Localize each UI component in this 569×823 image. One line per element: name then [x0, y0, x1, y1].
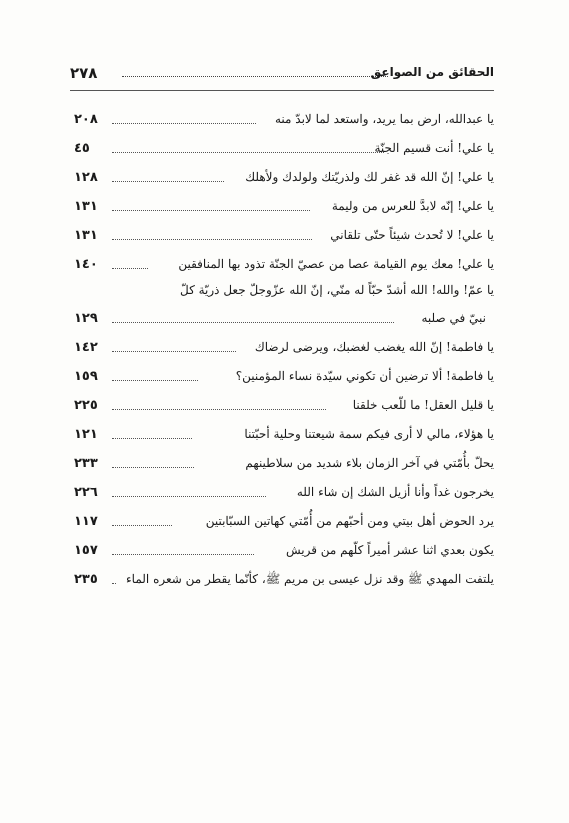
entry-page: ١١٧ — [74, 514, 98, 529]
entry-page: ٢٣٥ — [74, 572, 98, 587]
index-entry — [70, 398, 494, 420]
entry-text: يا قليل العقل! ما للّعب خلقنا — [352, 398, 494, 412]
dot-leader — [112, 380, 198, 381]
dot-leader — [112, 322, 394, 323]
entry-page: ١٣١ — [74, 199, 98, 214]
entry-text: يخرجون غداً وأنا أزيل الشك إن شاء الله — [296, 485, 494, 499]
entry-page: ٢٢٦ — [74, 485, 98, 500]
dot-leader — [112, 210, 310, 211]
dot-leader — [112, 409, 326, 410]
index-entry — [70, 543, 494, 565]
dot-leader — [112, 181, 224, 182]
dot-leader — [112, 525, 172, 526]
entry-page: ٢٢٥ — [74, 398, 98, 413]
index-entry — [70, 170, 494, 192]
dot-leader — [112, 239, 312, 240]
entry-page: ١٢١ — [74, 427, 98, 442]
dot-leader — [112, 268, 148, 269]
entry-page: ١٣١ — [74, 228, 98, 243]
entry-text: يا عبدالله، ارض بما يريد، واستعد لما لابدّ منه — [274, 112, 494, 126]
page-header — [70, 64, 494, 86]
index-entry — [70, 514, 494, 536]
entry-page: ١٤٠ — [74, 257, 98, 272]
index-entry — [70, 311, 494, 333]
entry-text: يا علي! معك يوم القيامة عصا من عصيّ الجنّة تذود بها المنافقين — [178, 257, 494, 271]
dot-leader — [112, 438, 192, 439]
dot-leader — [112, 554, 254, 555]
entry-text: يا عمّ! والله! الله أشدّ حبّاً له منّي، إنّ الله عزّوجلّ جعل ذريّة كلّ — [180, 283, 494, 297]
entry-text: يا فاطمة! ألا ترضين أن تكوني سيّدة نساء المؤمنين؟ — [235, 369, 494, 383]
entry-page: ١٥٧ — [74, 543, 98, 558]
index-entry — [70, 456, 494, 478]
index-entry — [70, 340, 494, 362]
entry-text: يرد الحوض أهل بيتي ومن أحبّهم من أُمّتي كهاتين السبّابتين — [205, 514, 494, 528]
entry-continuation: نبيّ في صلبه — [421, 311, 486, 325]
entry-page: ١٥٩ — [74, 369, 98, 384]
index-entry — [70, 228, 494, 250]
entry-text: يا علي! إنّ الله قد غفر لك ولذريّتك ولولدك ولأهلك — [245, 170, 494, 184]
entry-text: يا علي! لا تُحدث شيئاً حتّى تلقاني — [330, 228, 494, 242]
dot-leader — [112, 467, 194, 468]
entry-text: يا علي! أنت قسيم الجنّة — [374, 141, 494, 155]
index-entry — [70, 369, 494, 391]
dot-leader — [112, 152, 384, 153]
index-entry — [70, 112, 494, 134]
index-entry — [70, 199, 494, 221]
index-entry — [70, 485, 494, 507]
dot-leader — [112, 123, 256, 124]
entry-page: ٤٥ — [74, 141, 90, 156]
entry-page: ١٤٢ — [74, 340, 98, 355]
dot-leader — [112, 496, 266, 497]
index-entry — [70, 141, 494, 163]
entry-text: يحلّ بأُمّتي في آخر الزمان بلاء شديد من سلاطينهم — [245, 456, 494, 470]
entry-page: ٢٠٨ — [74, 112, 98, 127]
header-rule — [70, 90, 494, 91]
entry-text: يلتفت المهدي ﷺ وقد نزل عيسى بن مريم ﷺ، كأنّما يقطر من شعره الماء — [126, 572, 494, 586]
index-entry — [70, 572, 494, 594]
running-title: الحقائق من الصواعق — [370, 65, 494, 79]
entry-page: ١٢٩ — [74, 311, 98, 326]
entry-text: يكون بعدي اثنا عشر أميراً كلّهم من قريش — [285, 543, 494, 557]
entry-page: ١٢٨ — [74, 170, 98, 185]
index-entry — [70, 257, 494, 279]
page-number: ٢٧٨ — [70, 64, 98, 82]
entry-text: يا علي! إنّه لابدَّ للعرس من وليمة — [331, 199, 494, 213]
entry-text: يا فاطمة! إنّ الله يغضب لغضبك، ويرضى لرضاك — [254, 340, 494, 354]
entry-text: يا هؤلاء، مالي لا أرى فيكم سمة شيعتنا وحلية أحبّتنا — [244, 427, 494, 441]
dot-leader — [112, 351, 236, 352]
dot-leader — [112, 583, 116, 584]
header-dot-leader — [122, 76, 388, 77]
index-entry — [70, 427, 494, 449]
entry-page: ٢٣٣ — [74, 456, 98, 471]
